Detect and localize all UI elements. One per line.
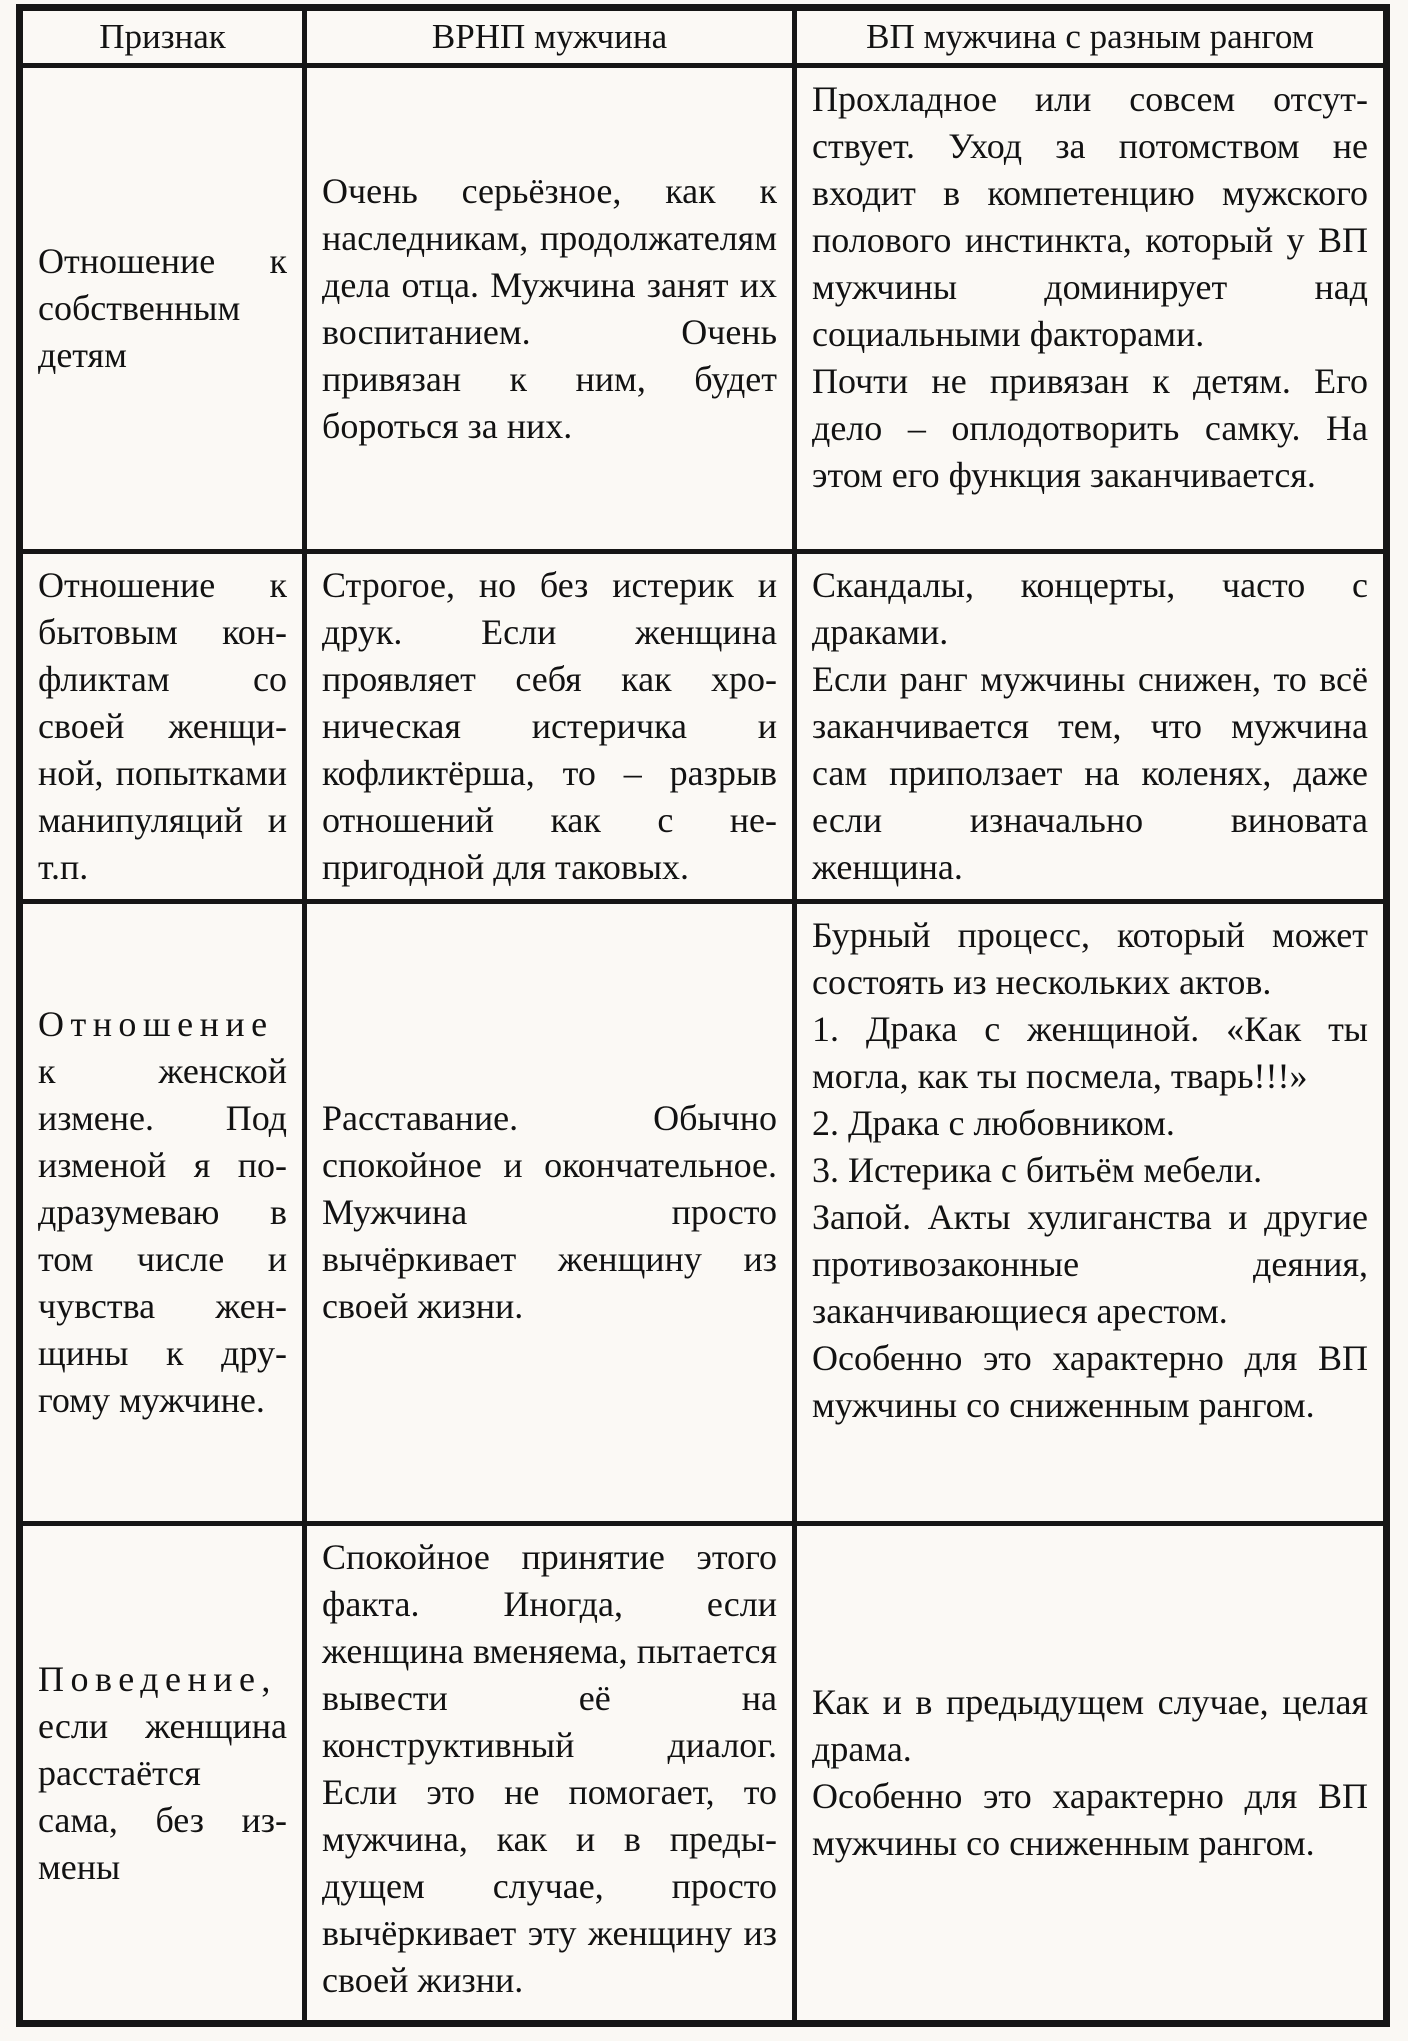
paragraph: Поведение, bbox=[38, 1658, 277, 1699]
column-header-vrnp: ВРНП мужчина bbox=[305, 8, 795, 66]
table-row-children bbox=[20, 66, 1387, 552]
paragraph: 3. Истерика с битьём мебели. bbox=[812, 1150, 1263, 1190]
table-header-row bbox=[20, 8, 1387, 66]
paragraph: Отношение к бытовым конфликтам со своей женщиной, попытками манипуляций и т.п. bbox=[38, 565, 287, 887]
cell-vp-children bbox=[795, 66, 1387, 552]
cell-vrnp-children bbox=[305, 66, 795, 552]
comparison-table bbox=[16, 4, 1390, 2027]
cell-feature-infidelity bbox=[20, 902, 305, 1524]
table-row-conflicts bbox=[20, 552, 1387, 902]
cell-vrnp-breakup bbox=[305, 1524, 795, 2024]
paragraph: Особенно это характерно для ВП мужчины со сниженным рангом. bbox=[812, 1338, 1368, 1425]
table-row-infidelity bbox=[20, 902, 1387, 1524]
paragraph: Отношение к собственным детям bbox=[38, 241, 287, 375]
cell-feature-conflicts bbox=[20, 552, 305, 902]
paragraph: Особенно это характерно для ВП мужчины со сниженным рангом. bbox=[812, 1776, 1368, 1863]
cell-feature-children bbox=[20, 66, 305, 552]
paragraph: Спокойное принятие этого факта. Иногда, если женщина вменяема, пытается вывести её на конструктивный диалог. Если это не помогает, то мужчина, как и в предыдущем случае, просто вычёркивает эту женщину из своей жизни. bbox=[322, 1537, 777, 2000]
paragraph: Прохладное или совсем отсутствует. Уход за потомством не входит в компетенцию мужского полового инстинкта, который у ВП мужчины доминирует над социальными факторами. bbox=[812, 79, 1368, 354]
column-header-feature: Признак bbox=[20, 8, 305, 66]
column-header-vp: ВП мужчина с разным рангом bbox=[795, 8, 1387, 66]
paragraph: Почти не привязан к детям. Его дело – оплодотворить самку. На этом его функция заканчивается. bbox=[812, 361, 1368, 495]
cell-vrnp-conflicts bbox=[305, 552, 795, 902]
paragraph: 2. Драка с любовником. bbox=[812, 1103, 1175, 1143]
paragraph: Если ранг мужчины снижен, то всё заканчивается тем, что мужчина сам приползает на коленях, даже если изначально виновата женщина. bbox=[812, 659, 1368, 887]
paragraph: Как и в предыдущем случае, целая драма. bbox=[812, 1682, 1368, 1769]
paragraph: Бурный процесс, который может состоять из нескольких актов. bbox=[812, 915, 1368, 1002]
table-row-breakup bbox=[20, 1524, 1387, 2024]
cell-vp-breakup bbox=[795, 1524, 1387, 2024]
cell-feature-breakup bbox=[20, 1524, 305, 2024]
cell-vp-conflicts bbox=[795, 552, 1387, 902]
paragraph: к женской измене. Под изменой я подразумеваю в том числе и чувства женщины к другому мужчине. bbox=[38, 1051, 287, 1420]
paragraph: если женщина расстаётся сама, без измены bbox=[38, 1705, 287, 1887]
paragraph: Строгое, но без истерик и друк. Если женщина проявляет себя как хроническая истеричка и кофликтёрша, то – разрыв отношений как с непригодной для таковых. bbox=[322, 565, 777, 887]
cell-vrnp-infidelity bbox=[305, 902, 795, 1524]
cell-vp-infidelity bbox=[795, 902, 1387, 1524]
paragraph: Очень серьёзное, как к наследникам, продолжателям дела отца. Мужчина занят их воспитанием. Очень привязан к ним, будет бороться за них. bbox=[322, 170, 777, 446]
paragraph: Запой. Акты хулиганства и другие противозаконные деяния, заканчивающиеся арестом. bbox=[812, 1197, 1368, 1331]
paragraph: Скандалы, концерты, часто с драками. bbox=[812, 565, 1368, 652]
paragraph: 1. Драка с женщиной. «Как ты могла, как ты посмела, тварь!!!» bbox=[812, 1009, 1368, 1096]
paragraph: Расставание. Обычно спокойное и окончательное. Мужчина просто вычёркивает женщину из своей жизни. bbox=[322, 1098, 777, 1326]
paragraph: Отношение bbox=[38, 1004, 274, 1044]
